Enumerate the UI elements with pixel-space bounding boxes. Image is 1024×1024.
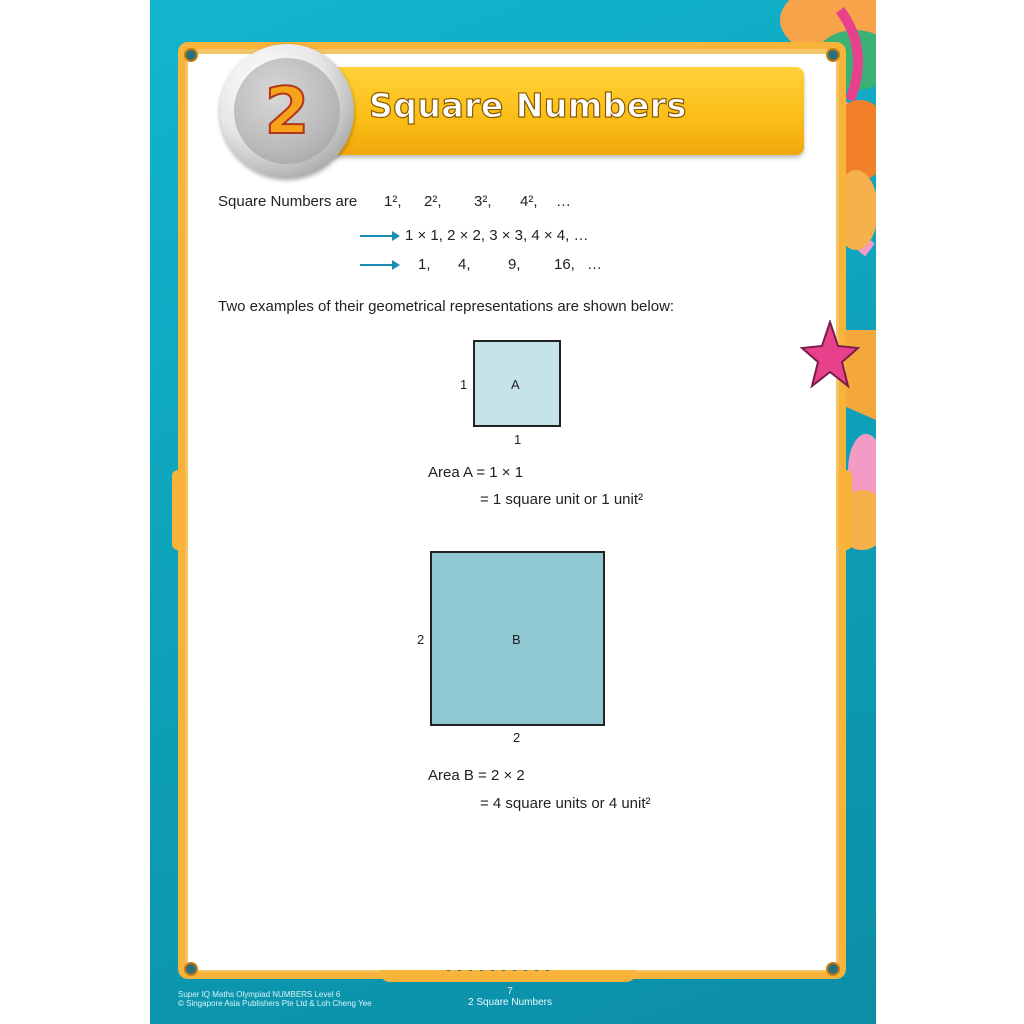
intro-text: Two examples of their geometrical representations are shown below:: [218, 298, 675, 315]
page-number: 7: [507, 986, 513, 997]
term-1: 1²,: [384, 193, 402, 210]
page-title: Square Numbers: [369, 86, 687, 125]
footer-book-title: Super IQ Maths Olympiad NUMBERS Level 6: [178, 990, 341, 999]
content-panel: [188, 54, 836, 970]
footer-copyright: © Singapore Asia Publishers Pte Ltd & Loh Cheng Yee: [178, 999, 372, 1008]
square-b-label: B: [512, 632, 521, 647]
square-numbers-prefix: Square Numbers are: [218, 193, 358, 210]
rivet: [826, 962, 840, 976]
term-2: 2²,: [424, 193, 442, 210]
term-ellipsis: …: [556, 193, 571, 210]
square-b-side-left: 2: [417, 632, 425, 647]
area-b-result: = 4 square units or 4 unit²: [480, 795, 651, 812]
rivet: [184, 48, 198, 62]
area-b-formula: Area B = 2 × 2: [428, 767, 525, 784]
value-16: 16,: [554, 256, 575, 273]
products-line: 1 × 1, 2 × 2, 3 × 3, 4 × 4, …: [405, 227, 589, 244]
square-a-side-bottom: 1: [514, 432, 522, 447]
square-b-side-bottom: 2: [513, 730, 521, 745]
term-4: 4²,: [520, 193, 538, 210]
term-3: 3²,: [474, 193, 492, 210]
value-9: 9,: [508, 256, 521, 273]
value-1: 1,: [418, 256, 431, 273]
area-a-result: = 1 square unit or 1 unit²: [480, 491, 644, 508]
right-frame-tab: [838, 470, 852, 550]
chapter-number: 2: [264, 75, 310, 149]
value-ellipsis: …: [587, 256, 602, 273]
arrow-right-icon: [360, 264, 398, 266]
star-icon: [800, 320, 860, 390]
value-4: 4,: [458, 256, 471, 273]
rivet: [184, 962, 198, 976]
footer-section: 2 Square Numbers: [468, 997, 552, 1008]
square-a-label: A: [511, 377, 520, 392]
left-frame-tab: [172, 470, 186, 550]
arrow-right-icon: [360, 235, 398, 237]
square-a-side-left: 1: [460, 377, 468, 392]
rivet: [826, 48, 840, 62]
area-a-formula: Area A = 1 × 1: [428, 464, 524, 481]
